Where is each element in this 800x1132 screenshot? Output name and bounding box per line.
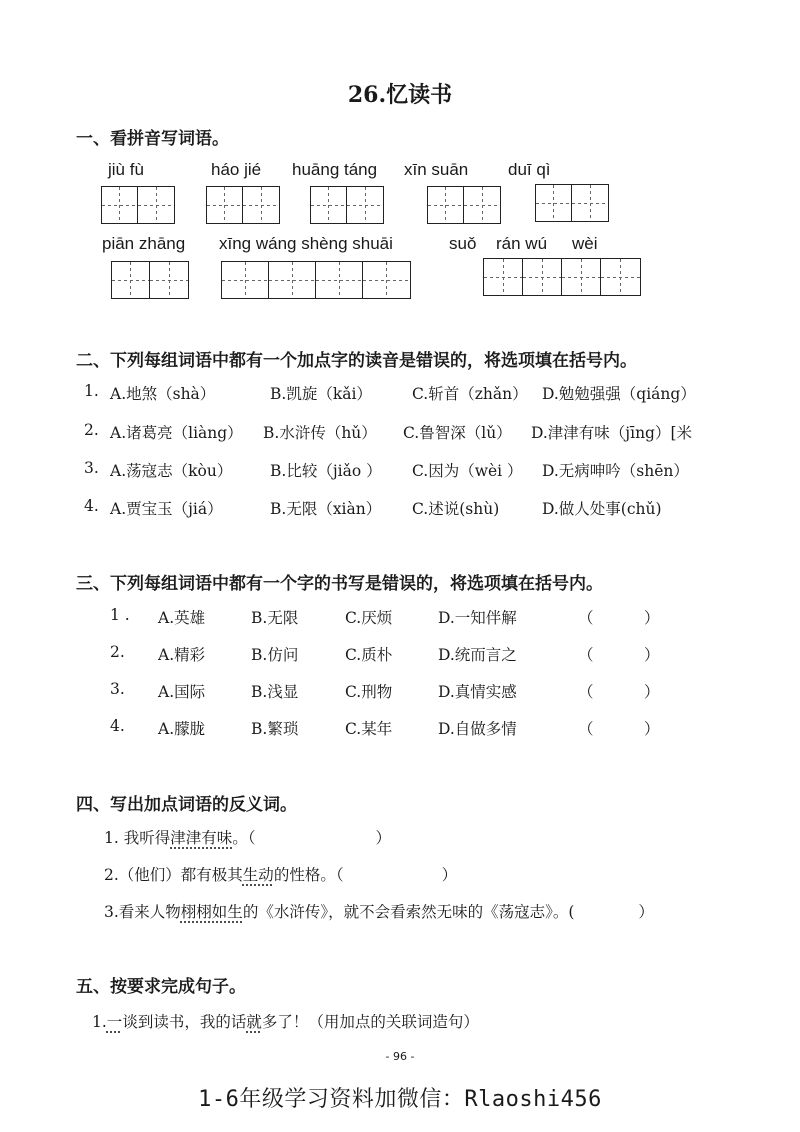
s2-q1-d: D.勉勉强强（qiáng） — [542, 385, 696, 403]
answer-grid-2[interactable] — [206, 186, 280, 224]
answer-grid-7[interactable] — [221, 261, 411, 299]
s4-q2: 2.（他们）都有极其生动的性格。（ ） — [104, 866, 458, 884]
s3-q2-c: C.质朴 — [345, 646, 393, 664]
pinyin-4: xīn suān — [404, 160, 469, 179]
section-2-heading: 二、下列每组词语中都有一个加点字的读音是错误的，将选项填在括号内。 — [76, 351, 637, 371]
s2-q4-b: B.无限（xiàn） — [270, 500, 382, 518]
s2-q4-num: 4. — [84, 497, 99, 515]
s3-q4-d: D.自做多情 — [438, 720, 517, 738]
s3-q3-d: D.真情实感 — [438, 683, 517, 701]
s2-q3-c: C.因为（wèi ） — [412, 462, 523, 480]
s3-q3-a: A.国际 — [158, 683, 206, 701]
page-title: 26.忆读书 — [347, 82, 453, 108]
s3-q4-num: 4. — [110, 717, 125, 735]
s2-q2-d: D.津津有味（jīng）[米 — [531, 424, 693, 442]
s3-q1-b: B.无限 — [251, 609, 299, 627]
s3-q1-num: 1 . — [110, 606, 130, 624]
pinyin-5: duī qì — [508, 160, 551, 179]
s3-q2-paren-close: ） — [644, 646, 660, 664]
s3-q3-b: B.浅显 — [251, 683, 299, 701]
s2-q1-b: B.凯旋（kǎi） — [270, 385, 372, 403]
s3-q2-a: A.精彩 — [158, 646, 206, 664]
s2-q1-c: C.斩首（zhǎn） — [412, 385, 528, 403]
s2-q2-num: 2. — [84, 421, 99, 439]
s2-q1-num: 1. — [84, 382, 99, 400]
section-3-heading: 三、下列每组词语中都有一个字的书写是错误的，将选项填在括号内。 — [76, 574, 603, 594]
pinyin-10: wèi — [572, 234, 598, 253]
pinyin-7: xīng wáng shèng shuāi — [219, 234, 393, 253]
pinyin-6: piān zhāng — [102, 234, 186, 253]
s3-q1-paren-open[interactable]: （ — [578, 609, 594, 627]
s2-q3-d: D.无病呻吟（shēn） — [542, 462, 689, 480]
dotted-word: 生动 — [242, 866, 274, 884]
pinyin-9: rán wú — [496, 234, 548, 253]
s2-q2-b: B.水浒传（hǔ） — [263, 424, 377, 442]
s2-q3-a: A.荡寇志（kòu） — [110, 462, 233, 480]
section-1-heading: 一、看拼音写词语。 — [76, 129, 229, 149]
dotted-word: 一 — [106, 1013, 123, 1031]
answer-grid-5[interactable] — [535, 184, 609, 222]
s3-q1-c: C.厌烦 — [345, 609, 393, 627]
footer-banner: 1-6年级学习资料加微信：Rlaoshi456 — [198, 1087, 602, 1112]
s2-q2-a: A.诸葛亮（liàng） — [110, 424, 243, 442]
answer-grid-6[interactable] — [111, 261, 189, 299]
s2-q3-b: B.比较（jiǎo ） — [270, 462, 382, 480]
s3-q4-paren-close: ） — [644, 720, 660, 738]
s2-q4-a: A.贾宝玉（jiá） — [110, 500, 223, 518]
s3-q4-paren-open[interactable]: （ — [578, 720, 594, 738]
s3-q3-paren-open[interactable]: （ — [578, 683, 594, 701]
dotted-word: 栩栩如生 — [180, 903, 243, 921]
pinyin-3: huāng táng — [292, 160, 378, 179]
answer-grid-3[interactable] — [310, 186, 384, 224]
s3-q4-b: B.繁琐 — [251, 720, 299, 738]
dotted-word: 津津有味 — [170, 829, 233, 847]
dotted-word: 就 — [246, 1013, 262, 1031]
s3-q3-paren-close: ） — [644, 683, 660, 701]
pinyin-2: háo jié — [211, 160, 262, 179]
s3-q2-paren-open[interactable]: （ — [578, 646, 594, 664]
answer-grid-1[interactable] — [101, 186, 175, 224]
s3-q1-d: D.一知伴解 — [438, 609, 517, 627]
s4-q1: 1. 我听得津津有味。（ ） — [104, 829, 392, 847]
pinyin-1: jiù fù — [108, 160, 144, 179]
answer-grid-8[interactable] — [483, 258, 641, 296]
s3-q1-a: A.英雄 — [158, 609, 206, 627]
section-4-heading: 四、写出加点词语的反义词。 — [76, 795, 297, 815]
s3-q3-c: C.刑物 — [345, 683, 393, 701]
s3-q3-num: 3. — [110, 680, 125, 698]
answer-grid-4[interactable] — [427, 186, 501, 224]
pinyin-8: suǒ — [449, 234, 477, 253]
section-5-heading: 五、按要求完成句子。 — [76, 977, 246, 997]
s2-q3-num: 3. — [84, 459, 99, 477]
s3-q4-a: A.朦胧 — [158, 720, 206, 738]
s3-q2-b: B.仿问 — [251, 646, 299, 664]
s5-q1: 1.一谈到读书，我的话就多了！（用加点的关联词造句） — [92, 1013, 479, 1031]
s2-q4-c: C.述说(shù) — [412, 500, 500, 518]
s2-q1-a: A.地煞（shà） — [110, 385, 216, 403]
s3-q2-num: 2. — [110, 643, 125, 661]
page-number: - 96 - — [385, 1050, 415, 1063]
s2-q4-d: D.做人处事(chǔ) — [542, 500, 662, 518]
s3-q2-d: D.统而言之 — [438, 646, 517, 664]
s4-q3: 3.看来人物栩栩如生的《水浒传》，就不会看索然无味的《荡寇志》。( ） — [104, 903, 654, 921]
s3-q4-c: C.某年 — [345, 720, 393, 738]
s3-q1-paren-close: ） — [644, 609, 660, 627]
s2-q2-c: C.鲁智深（lǔ） — [403, 424, 512, 442]
